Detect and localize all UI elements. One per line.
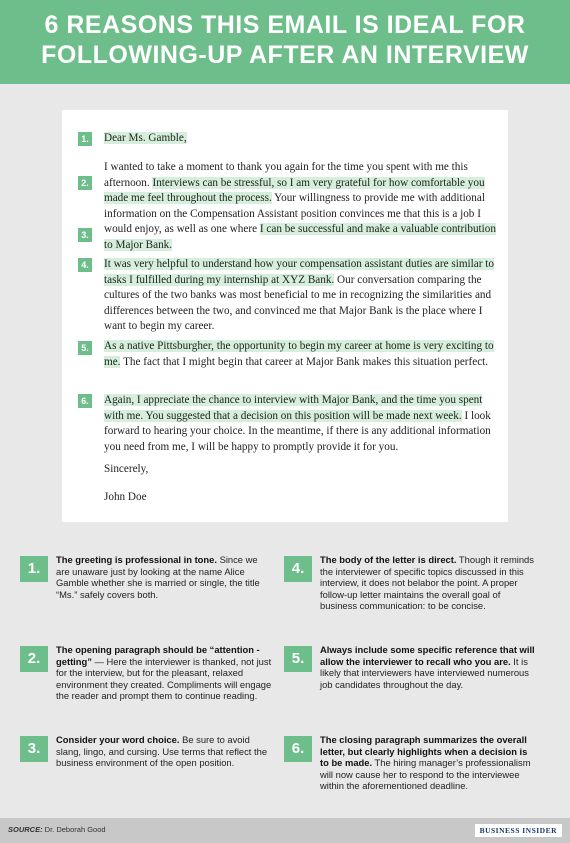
marker-3: 3. xyxy=(78,228,92,242)
source-credit: SOURCE: Dr. Deborah Good xyxy=(8,825,106,834)
letter-paragraph-4: Again, I appreciate the chance to interview with Major Bank, and the time you spent with me. You suggested that a decision on this position will be made next week. I look forward to hearing your choice. In the meantime, if there is any additional information you need from me, I will be happy to promptly provide it for you. xyxy=(104,394,491,453)
title-line-2: FOLLOWING-UP AFTER AN INTERVIEW xyxy=(41,41,529,69)
tip-number: 6. xyxy=(284,736,312,762)
tip-number: 4. xyxy=(284,556,312,582)
tip-text: The body of the letter is direct. Though it reminds the interviewer of specific topics discussed in this interview, it does not belabor the point. A proper follow-up letter maintains the overall goal of business communication: to be concise. xyxy=(320,554,534,612)
tip-text: Consider your word choice. Be sure to avoid slang, lingo, and cursing. Use terms that reflect the business environment of the open position. xyxy=(56,734,268,769)
tip-number: 2. xyxy=(20,646,48,672)
tip-text: Always include some specific reference that will allow the interviewer to recall who you are. It is likely that interviewers have interviewed numerous job candidates throughout the day. xyxy=(320,644,535,690)
tip-text: The greeting is professional in tone. Since we are unaware just by looking at the name Alice Gamble whether she is married or single, the title “Ms.” safely covers both. xyxy=(56,554,260,600)
letter-paragraph-2: It was very helpful to understand how your compensation assistant duties are similar to tasks I fulfilled during my internship at XYZ Bank. Our conversation comparing the cultures of the two banks was most beneficial to me in recognizing the similarities and differences between the two, and convinced me that Major Bank is the place where I want to begin my career. xyxy=(104,258,494,333)
marker-2: 2. xyxy=(78,176,92,190)
letter-signature: John Doe xyxy=(104,491,147,503)
tip-text: The opening paragraph should be “attention -getting” — Here the interviewer is thanked, not just for the interview, but for the pleasant, relaxed environment they created. Compliments will engage the reader and prompt them to continue reading. xyxy=(56,644,272,702)
letter-closing: Sincerely, xyxy=(104,463,149,475)
title-line-1: 6 REASONS THIS EMAIL IS IDEAL FOR xyxy=(44,11,526,39)
marker-1: 1. xyxy=(78,132,92,146)
page-title xyxy=(0,0,570,84)
marker-6: 6. xyxy=(78,394,92,408)
tip-text: The closing paragraph summarizes the overall letter, but clearly highlights when a decision is to be made. The hiring manager’s professionalism will now cause her to respond to the interviewee within the aforementioned deadline. xyxy=(320,734,531,792)
letter-paragraph-3: As a native Pittsburgher, the opportunity to begin my career at home is very exciting to me. The fact that I might begin that career at Major Bank makes this situation perfect. xyxy=(104,340,494,368)
tip-number: 1. xyxy=(20,556,48,582)
marker-5: 5. xyxy=(78,341,92,355)
tip-number: 5. xyxy=(284,646,312,672)
tip-number: 3. xyxy=(20,736,48,762)
business-insider-logo: BUSINESS INSIDER xyxy=(475,824,562,837)
letter-greeting: Dear Ms. Gamble, xyxy=(104,132,187,144)
letter-paragraph-1: I wanted to take a moment to thank you again for the time you spent with me this afternoon. Interviews can be stressful, so I am very grateful for how comfortable you made me feel throughout the process. Your willingness to provide me with additional information on the Compensation Assistant position convinces me that this is a job I would enjoy, as well as one where I can be successful and make a valuable contribution to Major Bank. xyxy=(104,161,496,251)
marker-4: 4. xyxy=(78,258,92,272)
footer xyxy=(0,818,570,843)
email-letter xyxy=(62,110,508,522)
